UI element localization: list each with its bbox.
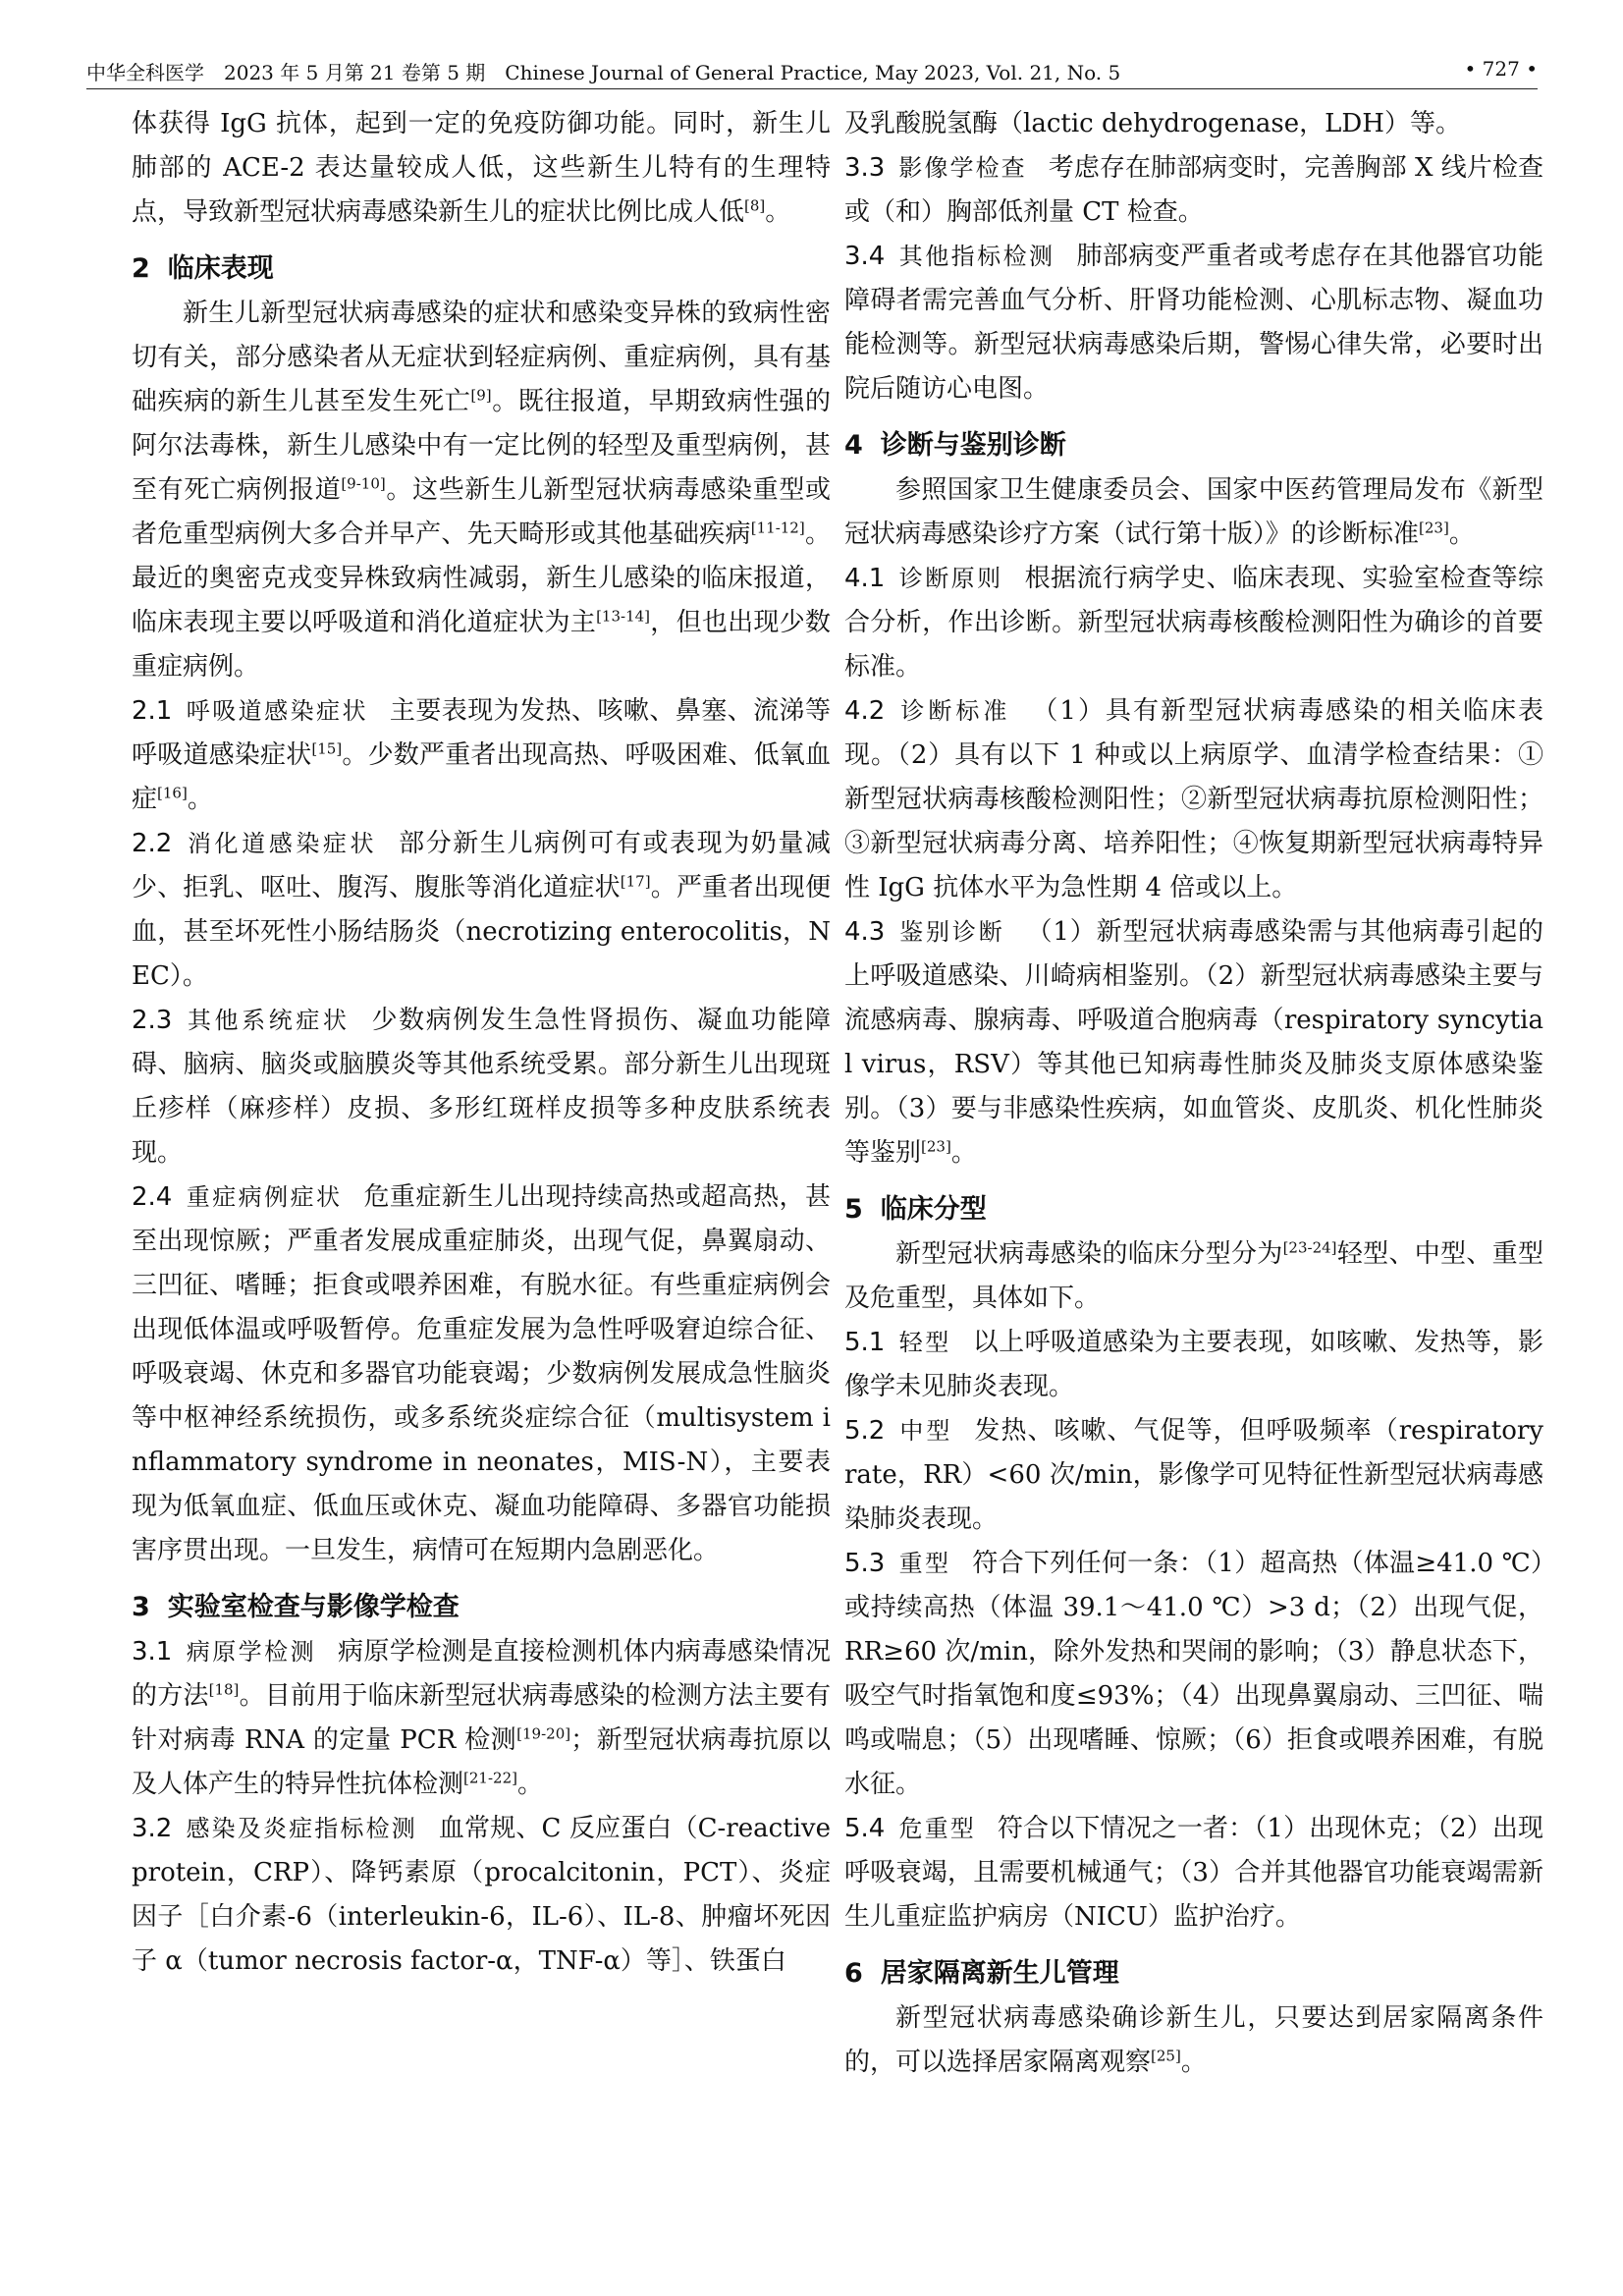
citation: [16] xyxy=(157,784,188,802)
citation: [23-24] xyxy=(1282,1238,1337,1257)
section-heading: 3 实验室检查与影像学检查 xyxy=(132,1592,460,1622)
journal-citation: 中华全科医学 2023 年 5 月第 21 卷第 5 期 Chinese Journal of General Practice, May 2023, Vol. 21, No. 5 xyxy=(86,61,1121,84)
subsection: 5.3 重型 符合下列任何一条：（1）超高热（体温≥41.0 ℃）或持续高热（体温 39.1～41.0 ℃）>3 d；（2）出现气促，RR≥60 次/min，除外发热和哭闹的影响；（3）静息状态下，吸空气时指氧饱和度≤93%；（4）出现鼻翼扇动、三凹征、喘鸣或喘息；（5）出现嗜睡、惊厥；（6）拒食或喂养困难，有脱水征。 xyxy=(844,1549,1543,1799)
section-heading: 2 临床表现 xyxy=(132,253,274,284)
subsection-title: 危重型 xyxy=(898,1815,976,1842)
subsection: 3.3 影像学检查 考虑存在肺部病变时，完善胸部 X 线片检查或（和）胸部低剂量 CT 检查。 xyxy=(844,153,1544,227)
subsection-title: 其他系统症状 xyxy=(186,1007,351,1034)
subsection: 4.1 诊断原则 根据流行病学史、临床表现、实验室检查等综合分析，作出诊断。新型冠状病毒核酸检测阳性为确诊的首要标准。 xyxy=(844,564,1543,682)
citation: [23] xyxy=(921,1137,951,1156)
subsection: 4.3 鉴别诊断 （1）新型冠状病毒感染需与其他病毒引起的上呼吸道感染、川崎病相鉴别。（2）新型冠状病毒感染主要与流感病毒、腺病毒、呼吸道合胞病毒（respiratory syncytial virus，RSV）等其他已知病毒性肺炎及肺炎支原体感染鉴别。（3）要与非感染性疾病，如血管炎、皮肌炎、机化性肺炎等鉴别[23]。 xyxy=(844,917,1543,1168)
subsection: 5.4 危重型 符合以下情况之一者：（1）出现休克；（2）出现呼吸衰竭，且需要机械通气；（3）合并其他器官功能衰竭需新生儿重症监护病房（NICU）监护治疗。 xyxy=(844,1814,1543,1932)
running-header xyxy=(86,49,1538,89)
section-heading: 6 居家隔离新生儿管理 xyxy=(844,1958,1119,1989)
subsection-title: 病原学检测 xyxy=(186,1638,317,1666)
citation: [15] xyxy=(311,739,343,758)
subsection: 4.2 诊断标准 （1）具有新型冠状病毒感染的相关临床表现。（2）具有以下 1 种或以上病原学、血清学检查结果：①新型冠状病毒核酸检测阳性；②新型冠状病毒抗原检测阳性；③新型冠状病毒分离、培养阳性；④恢复期新型冠状病毒特异性 IgG 抗体水平为急性期 4 倍或以上。 xyxy=(844,696,1544,902)
paragraph: 新型冠状病毒感染确诊新生儿，只要达到居家隔离条件的，可以选择居家隔离观察[25]。 xyxy=(844,2003,1543,2077)
citation: [13-14] xyxy=(596,607,651,626)
citation: [9-10] xyxy=(341,474,386,493)
subsection-title: 鉴别诊断 xyxy=(898,918,1005,946)
paragraph: 新型冠状病毒感染的临床分型分为[23-24]轻型、中型、重型及危重型，具体如下。 xyxy=(844,1238,1543,1313)
subsection-title: 呼吸道感染症状 xyxy=(186,697,368,725)
subsection-title: 诊断原则 xyxy=(898,565,1003,592)
subsection: 2.4 重症病例症状 危重症新生儿出现持续高热或超高热，甚至出现惊厥；严重者发展成重症肺炎，出现气促，鼻翼扇动、三凹征、嗜睡；拒食或喂养困难，有脱水征。有些重症病例会出现低体温或呼吸暂停。危重症发展为急性呼吸窘迫综合征、呼吸衰竭、休克和多器官功能衰竭；少数病例发展成急性脑炎等中枢神经系统损伤，或多系统炎症综合征（multisystem inflammatory syndrome in neonates，MIS-N），主要表现为低氧血症、低血压或休克、凝血功能障碍、多器官功能损害序贯出现。一旦发生，病情可在短期内急剧恶化。 xyxy=(132,1182,831,1565)
subsection-title: 重症病例症状 xyxy=(186,1183,343,1211)
citation: [11-12] xyxy=(750,519,805,537)
left-column xyxy=(132,102,831,1984)
paragraph: 新生儿新型冠状病毒感染的症状和感染变异株的致病性密切有关，部分感染者从无症状到轻症病例、重症病例，具有基础疾病的新生儿甚至发生死亡[9]。既往报道，早期致病性强的阿尔法毒株，新生儿感染中有一定比例的轻型及重型病例，甚至有死亡病例报道[9-10]。这些新生儿新型冠状病毒感染重型或者危重型病例大多合并早产、先天畸形或其他基础疾病[11-12]。最近的奥密克戎变异株致病性减弱，新生儿感染的临床报道，临床表现主要以呼吸道和消化道症状为主[13-14]，但也出现少数重症病例。 xyxy=(132,299,831,682)
subsection-title: 感染及炎症指标检测 xyxy=(186,1815,417,1842)
subsection: 3.2 感染及炎症指标检测 血常规、C 反应蛋白（C-reactive protein，CRP）、降钙素原（procalcitonin，PCT）、炎症因子［白介素-6（interleukin-6，IL-6）、IL-8、肿瘤坏死因子 α（tumor necrosis factor-α，TNF-α）等］、铁蛋白 xyxy=(132,1814,831,1976)
subsection-title: 轻型 xyxy=(898,1329,951,1356)
subsection: 3.4 其他指标检测 肺部病变严重者或考虑存在其他器官功能障碍者需完善血气分析、肝肾功能检测、心肌标志物、凝血功能检测等。新型冠状病毒感染后期，警惕心律失常，必要时出院后随访心电图。 xyxy=(844,242,1543,404)
subsection: 2.1 呼吸道感染症状 主要表现为发热、咳嗽、鼻塞、流涕等呼吸道感染症状[15]。少数严重者出现高热、呼吸困难、低氧血症[16]。 xyxy=(132,696,831,814)
paragraph: 体获得 IgG 抗体，起到一定的免疫防御功能。同时，新生儿肺部的 ACE-2 表达量较成人低，这些新生儿特有的生理特点，导致新型冠状病毒感染新生儿的症状比例比成人低[8]。 xyxy=(132,109,831,227)
subsection-title: 消化道感染症状 xyxy=(186,830,378,857)
citation: [21-22] xyxy=(463,1769,517,1787)
subsection: 2.2 消化道感染症状 部分新生儿病例可有或表现为奶量减少、拒乳、呕吐、腹泻、腹胀等消化道症状[17]。严重者出现便血，甚至坏死性小肠结肠炎（necrotizing enterocolitis，NEC）。 xyxy=(132,829,831,991)
subsection-title: 影像学检查 xyxy=(898,154,1027,182)
subsection-title: 中型 xyxy=(898,1417,953,1445)
subsection-title: 重型 xyxy=(898,1550,951,1577)
citation: [19-20] xyxy=(516,1724,571,1743)
section-heading: 5 临床分型 xyxy=(844,1194,987,1225)
paragraph: 参照国家卫生健康委员会、国家中医药管理局发布《新型冠状病毒感染诊疗方案（试行第十版）》的诊断标准[23]。 xyxy=(844,475,1543,549)
citation: [18] xyxy=(208,1680,240,1699)
subsection: 5.2 中型 发热、咳嗽、气促等，但呼吸频率（respiratory rate，RR）<60 次/min，影像学可见特征性新型冠状病毒感染肺炎表现。 xyxy=(844,1416,1543,1534)
citation: [23] xyxy=(1419,519,1449,537)
subsection: 3.1 病原学检测 病原学检测是直接检测机体内病毒感染情况的方法[18]。目前用于临床新型冠状病毒感染的检测方法主要有针对病毒 RNA 的定量 PCR 检测[19-20]；新型冠状病毒抗原以及人体产生的特异性抗体检测[21-22]。 xyxy=(132,1637,831,1799)
citation: [25] xyxy=(1151,2047,1181,2065)
citation: [9] xyxy=(470,386,492,405)
right-column xyxy=(844,102,1543,2085)
citation: [8] xyxy=(744,196,766,215)
citation: [17] xyxy=(620,872,651,891)
page-number: • 727 • xyxy=(1464,57,1538,81)
paragraph: 及乳酸脱氢酶（lactic dehydrogenase，LDH）等。 xyxy=(844,109,1461,138)
subsection: 2.3 其他系统症状 少数病例发生急性肾损伤、凝血功能障碍、脑病、脑炎或脑膜炎等其他系统受累。部分新生儿出现斑丘疹样（麻疹样）皮损、多形红斑样皮损等多种皮肤系统表现。 xyxy=(132,1006,831,1168)
subsection: 5.1 轻型 以上呼吸道感染为主要表现，如咳嗽、发热等，影像学未见肺炎表现。 xyxy=(844,1328,1543,1401)
section-heading: 4 诊断与鉴别诊断 xyxy=(844,430,1066,461)
subsection-title: 诊断标准 xyxy=(898,697,1011,725)
subsection-title: 其他指标检测 xyxy=(898,243,1055,270)
